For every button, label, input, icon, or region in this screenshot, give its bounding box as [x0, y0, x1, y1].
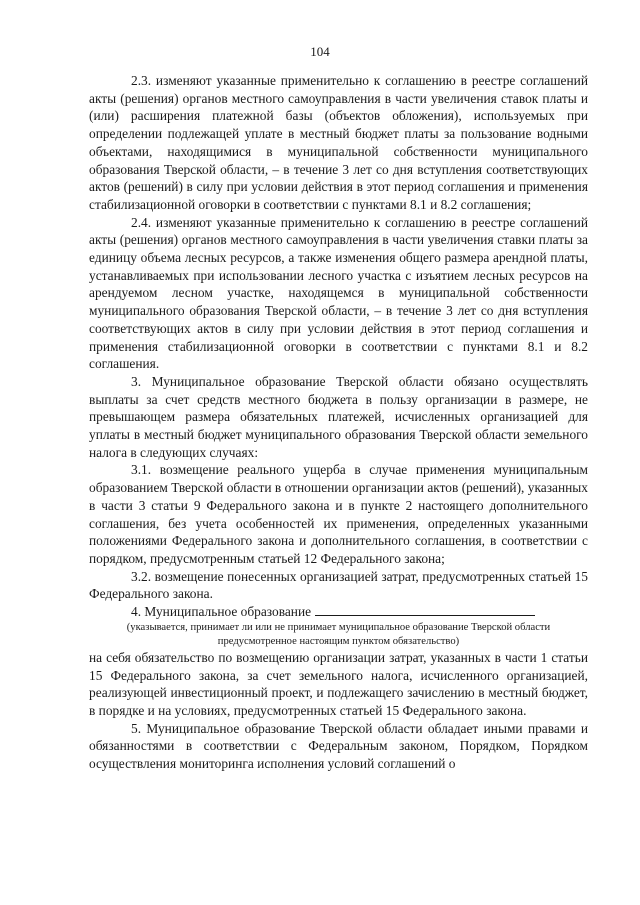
page-number: 104 — [310, 44, 330, 59]
paragraph-3-1: 3.1. возмещение реального ущерба в случае применения муниципальным образованием Тверской области в отношении организации актов (решений), указанных в части 3 статьи 9 Федерального закона и в пункте 2 настоящего дополнительного соглашения, без учета особенностей их применения, определенных указанными положениями Федерального закона и дополнительного соглашения, в соответствии с порядком, предусмотренным статьей 12 Федерального закона; — [89, 462, 588, 566]
document-body — [89, 72, 588, 773]
fill-in-note: (указывается, принимает ли или не принимает муниципальное образование Тверской области предусмотренное настоящим пунктом обязательство) — [126, 621, 551, 647]
paragraph-4-lead: 4. Муниципальное образование — [131, 604, 312, 620]
paragraph-3-2: 3.2. возмещение понесенных организацией затрат, предусмотренных статьей 15 Федерального закона. — [89, 568, 588, 602]
paragraph-4-start — [89, 603, 588, 621]
paragraph-2-4: 2.4. изменяют указанные применительно к соглашению в реестре соглашений акты (решения) органов местного самоуправления в части увеличения ставки платы за единицу объема лесных ресурсов, а также изменения общего размера арендной платы, устанавливаемых при использовании лесного участка с изъятием лесных ресурсов на арендуемом лесном участке, находящемся в муниципальной собственности муниципального образования Тверской области, – в течение 3 лет со дня вступления соответствующих актов в силу при условии действия в этот период соглашения и применения стабилизационной оговорки в соответствии с пунктами 8.1 и 8.2 соглашения. — [89, 214, 588, 372]
fill-in-blank — [315, 603, 535, 616]
paragraph-5: 5. Муниципальное образование Тверской области обладает иными правами и обязанностями в соответствии с Федеральным законом, Порядком, Порядком осуществления мониторинга исполнения условий соглашений о — [89, 720, 588, 772]
paragraph-4-end: на себя обязательство по возмещению организации затрат, указанных в части 1 статьи 15 Федерального закона, за счет земельного налога, исчисленного организацией, реализующей инвестиционный проект, и подлежащего зачислению в местный бюджет, в порядке и на условиях, предусмотренных статьей 15 Федерального закона. — [89, 649, 588, 718]
paragraph-3: 3. Муниципальное образование Тверской области обязано осуществлять выплаты за счет средств местного бюджета в пользу организации в размере, не превышающем размера обязательных платежей, исчисленных организацией для уплаты в местный бюджет муниципального образования Тверской области земельного налога в следующих случаях: — [89, 373, 588, 460]
paragraph-2-3: 2.3. изменяют указанные применительно к соглашению в реестре соглашений акты (решения) органов местного самоуправления в части увеличения ставок платы и (или) расширения платежной базы (объектов обложения), используемых при определении подлежащей уплате в местный бюджет платы за пользование водными объектами, находящимися в муниципальной собственности муниципального образования Тверской области, – в течение 3 лет со дня вступления соответствующих актов (решений) в силу при условии действия в этот период соглашения и применения стабилизационной оговорки в соответствии с пунктами 8.1 и 8.2 соглашения; — [89, 73, 588, 212]
